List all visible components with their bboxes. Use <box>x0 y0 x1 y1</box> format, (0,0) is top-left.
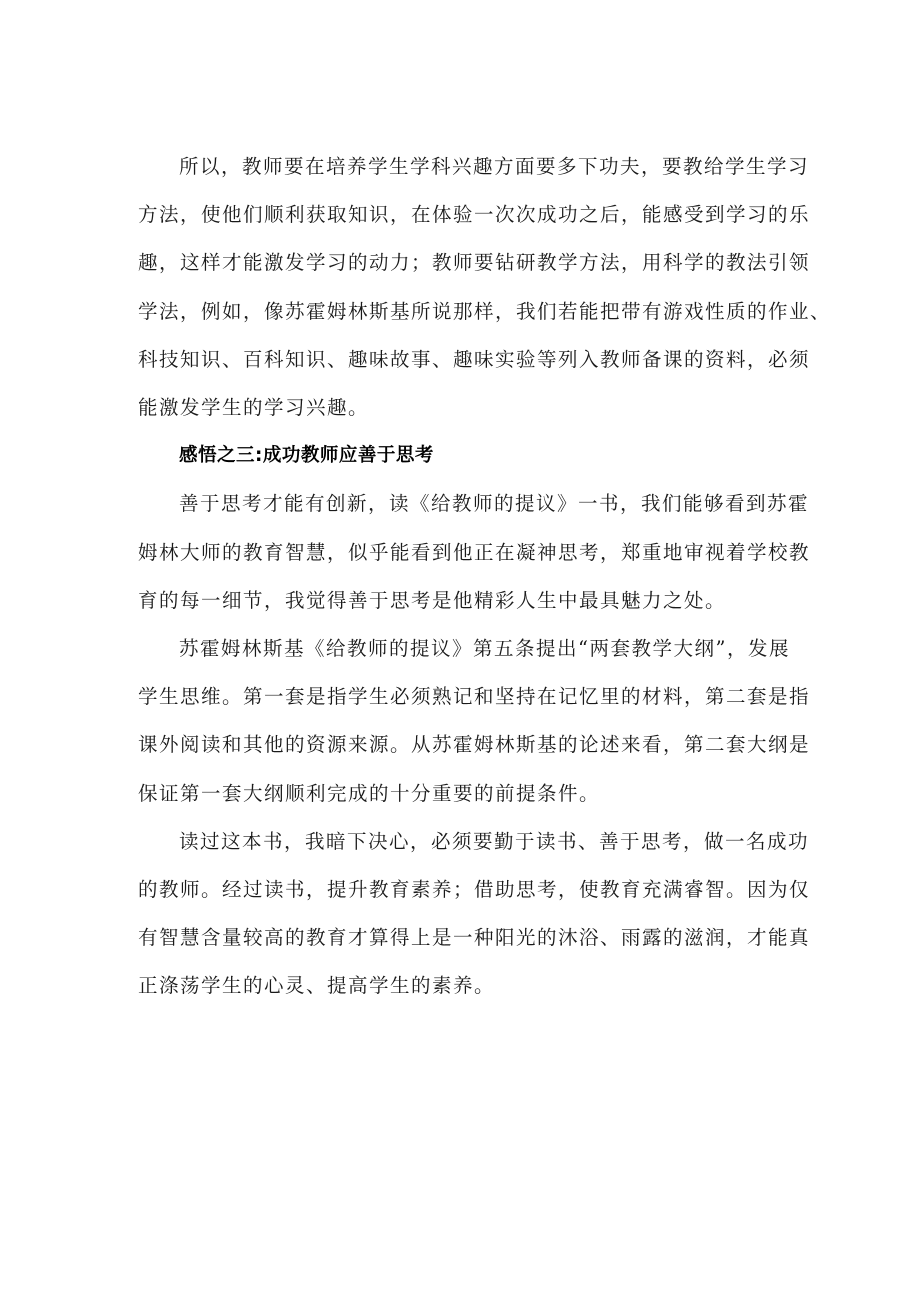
text-line: 方法，使他们顺利获取知识，在体验一次次成功之后，能感受到学习的乐 <box>138 203 811 227</box>
text-line: 正涤荡学生的心灵、提高学生的素养。 <box>138 974 496 998</box>
text-line: 所以，教师要在培养学生学科兴趣方面要多下功夫，要教给学生学习 <box>179 155 810 178</box>
text-line: 读过这本书，我暗下决心，必须要勤于读书、善于思考，做一名成功 <box>179 829 810 853</box>
text-line: 学生思维。第一套是指学生必须熟记和坚持在记忆里的材料，第二套是指 <box>138 685 811 709</box>
text-line: 育的每一细节，我觉得善于思考是他精彩人生中最具魅力之处。 <box>138 588 727 612</box>
paragraph-thinking <box>138 480 811 625</box>
paragraph-methods <box>138 143 832 432</box>
text-line: 保证第一套大纲顺利完成的十分重要的前提条件。 <box>138 781 601 805</box>
text-line: 姆林大师的教育智慧，似乎能看到他正在凝神思考，郑重地审视着学校教 <box>138 540 811 564</box>
paragraph-syllabus <box>138 625 811 818</box>
text-line: 的教师。经过读书，提升教育素养；借助思考，使教育充满睿智。因为仅 <box>138 878 811 902</box>
text-line: 苏霍姆林斯基《给教师的提议》第五条提出“两套教学大纲”，发展 <box>179 637 790 661</box>
text-line: 趣，这样才能激发学习的动力；教师要钻研教学方法，用科学的教法引领 <box>138 251 811 275</box>
document-body <box>138 143 832 1011</box>
paragraph-resolution <box>138 818 811 1011</box>
text-line: 有智慧含量较高的教育才算得上是一种阳光的沐浴、雨露的滋润，才能真 <box>138 926 811 950</box>
text-line: 科技知识、百科知识、趣味故事、趣味实验等列入教师备课的资料，必须 <box>138 347 811 371</box>
section-heading: 感悟之三:成功教师应善于思考 <box>179 445 434 467</box>
text-line: 学法，例如，像苏霍姆林斯基所说那样，我们若能把带有游戏性质的作业、 <box>138 299 832 323</box>
text-line: 课外阅读和其他的资源来源。从苏霍姆林斯基的论述来看，第二套大纲是 <box>138 733 811 757</box>
text-line: 能激发学生的学习兴趣。 <box>138 396 370 420</box>
text-line: 善于思考才能有创新，读《给教师的提议》一书，我们能够看到苏霍 <box>179 492 810 516</box>
